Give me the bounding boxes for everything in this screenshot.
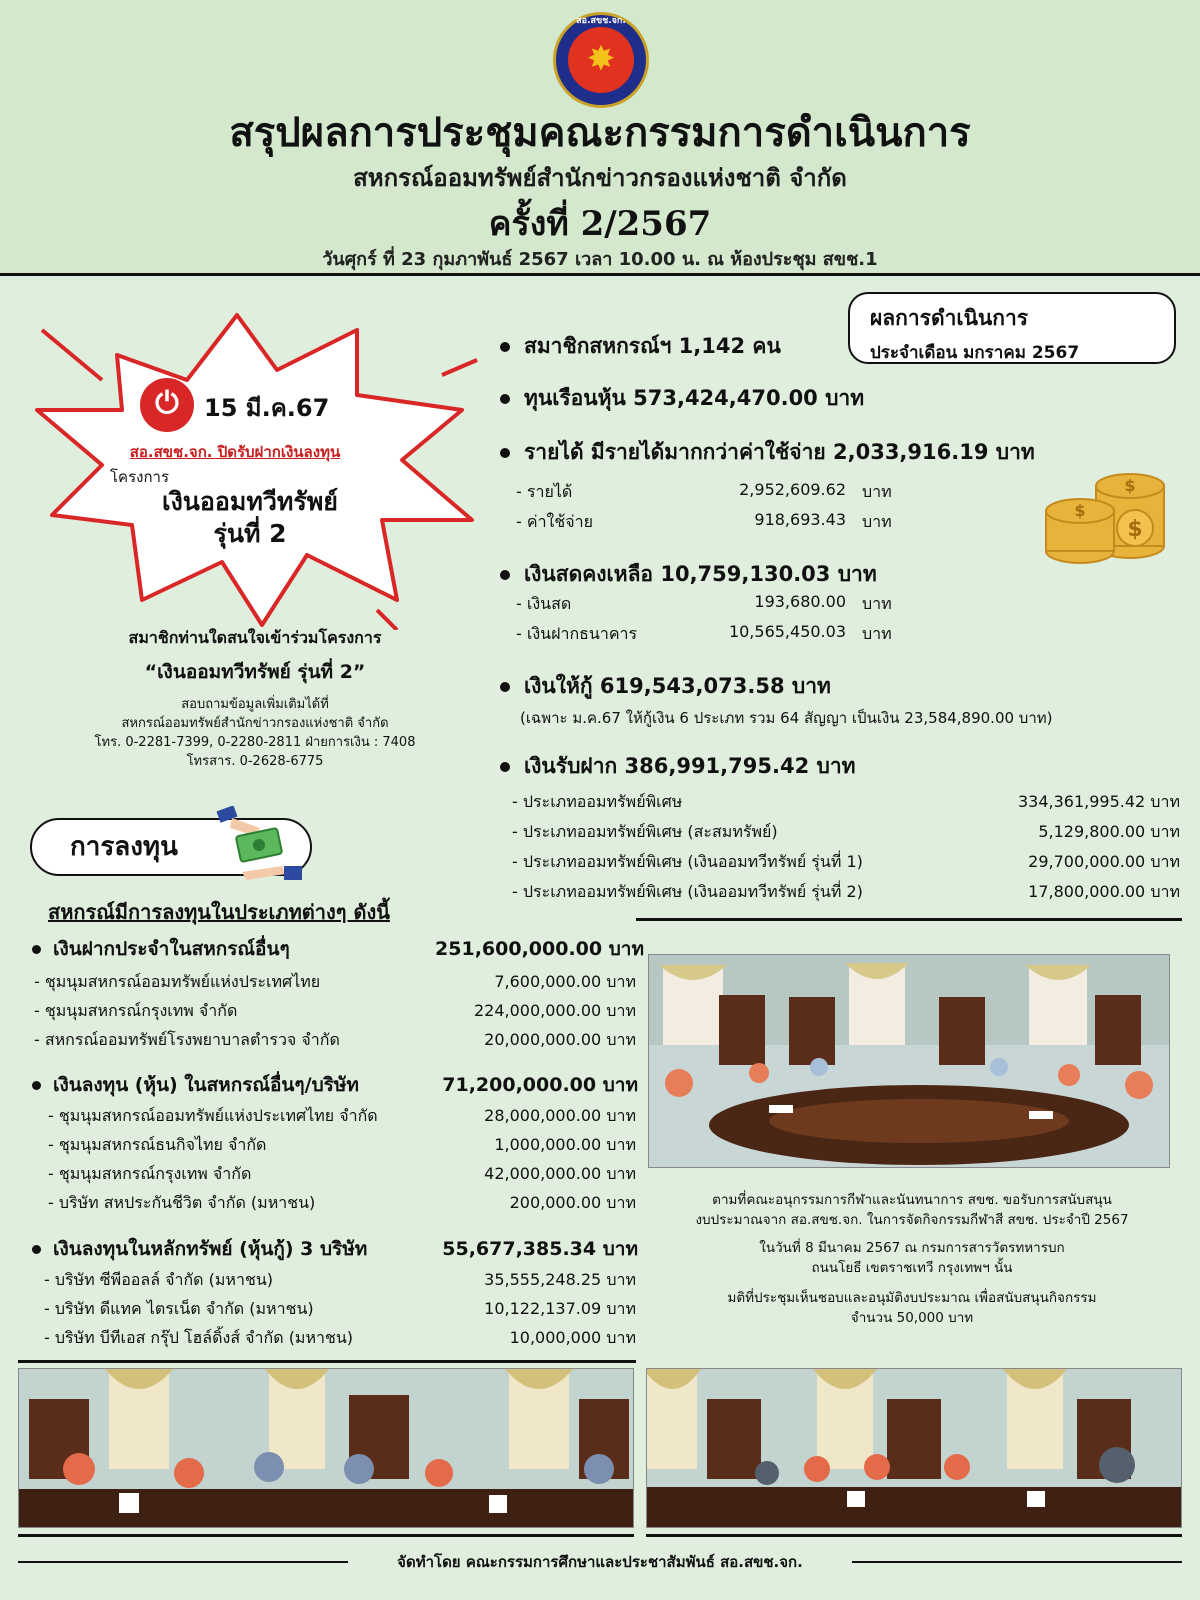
investment-item: - บริษัท ซีพีออลล์ จำกัด (มหาชน) 35,555,248.25 บาท [44, 1270, 636, 1289]
investment-heading: สหกรณ์มีการลงทุนในประเภทต่างๆ ดังนี้ [48, 900, 390, 924]
section-divider [18, 1534, 634, 1537]
project-name-line2: รุ่นที่ 2 [213, 519, 287, 548]
deposit-row: - ประเภทออมทรัพย์พิเศษ 334,361,995.42 บาท [512, 792, 1180, 811]
sports-text-2: งบประมาณจาก สอ.สขช.จก. ในการจัดกิจกรรมกีฬาสี สขช. ประจำปี 2567 [695, 1212, 1129, 1228]
section-divider [636, 918, 1182, 921]
coins-icon [1040, 456, 1170, 566]
deposit-row: - ประเภทออมทรัพย์พิเศษ (เงินออมทวีทรัพย์ รุ่นที่ 2) 17,800,000.00 บาท [512, 882, 1180, 901]
svg-text:$: $ [1124, 476, 1136, 495]
results-box [848, 292, 1176, 364]
sports-text-1: ตามที่คณะอนุกรรมการกีฬาและนันทนาการ สขช. ขอรับการสนับสนุน [712, 1192, 1112, 1208]
svg-text:$: $ [1074, 501, 1086, 520]
burst-shape [22, 300, 482, 630]
loans-stat: เงินให้กู้ 619,543,073.58 บาท [500, 670, 831, 703]
members-stat: สมาชิกสหกรณ์ฯ 1,142 คน [500, 330, 781, 363]
contact-line-1: สอบถามข้อมูลเพิ่มเติมได้ที่ [181, 697, 329, 712]
investment-item: - ชุมนุมสหกรณ์กรุงเทพ จำกัด 42,000,000.00 บาท [48, 1164, 636, 1183]
contact-line-4: โทรสาร. 0-2628-6775 [186, 754, 324, 769]
income-row: - รายได้ 2,952,609.62 บาท [516, 480, 892, 501]
deposit-row: - ประเภทออมทรัพย์พิเศษ (สะสมทรัพย์) 5,129,800.00 บาท [512, 822, 1180, 841]
project-name [100, 486, 400, 550]
investment-label: การลงทุน [30, 818, 312, 876]
svg-text:$: $ [1127, 517, 1143, 542]
investment-item: - บริษัท บีทีเอส กรุ๊ป โฮล์ดิ้งส์ จำกัด (มหาชน) 10,000,000 บาท [44, 1328, 636, 1347]
closing-date: 15 มี.ค.67 [204, 394, 330, 422]
section-divider [646, 1534, 1182, 1537]
investment-item: - ชุมนุมสหกรณ์กรุงเทพ จำกัด 224,000,000.00 บาท [34, 1001, 636, 1020]
page-subtitle: สหกรณ์ออมทรัพย์สำนักข่าวกรองแห่งชาติ จำกัด [353, 163, 847, 192]
join-invitation [40, 626, 470, 771]
expense-row: - ค่าใช้จ่าย 918,693.43 บาท [516, 510, 892, 531]
loans-note: (เฉพาะ ม.ค.67 ให้กู้เงิน 6 ประเภท รวม 64 สัญญา เป็นเงิน 23,584,890.00 บาท) [520, 709, 1053, 727]
logo-text: สอ.สขช.จก. [576, 16, 626, 26]
cash-row: - เงินสด 193,680.00 บาท [516, 592, 892, 613]
project-label: โครงการ [110, 468, 170, 486]
section-divider [18, 1360, 636, 1363]
header [0, 0, 1200, 276]
cash-stat: เงินสดคงเหลือ 10,759,130.03 บาท [500, 558, 877, 591]
closing-notice: สอ.สขช.จก. ปิดรับฝากเงินลงทุน [129, 443, 341, 461]
sun-emblem-icon: ✸ [586, 39, 616, 79]
deposit-row: - ประเภทออมทรัพย์พิเศษ (เงินออมทวีทรัพย์ รุ่นที่ 1) 29,700,000.00 บาท [512, 852, 1180, 871]
contact-line-3: โทร. 0-2281-7399, 0-2280-2811 ฝ่ายการเงิน : 7408 [94, 735, 416, 750]
page-title: สรุปผลการประชุมคณะกรรมการดำเนินการ [229, 109, 971, 156]
session-number: ครั้งที่ 2/2567 [488, 204, 712, 244]
investment-item: - สหกรณ์ออมทรัพย์โรงพยาบาลตำรวจ จำกัด 20,000,000.00 บาท [34, 1030, 636, 1049]
meeting-photo [646, 1368, 1182, 1528]
sports-text-5: มติที่ประชุมเห็นชอบและอนุมัติงบประมาณ เพื่อสนับสนุนกิจกรรม [727, 1290, 1097, 1306]
contact-line-2: สหกรณ์ออมทรัพย์สำนักข่าวกรองแห่งชาติ จำกัด [121, 716, 389, 731]
money-hands-icon [212, 806, 306, 886]
footer-rule-right [852, 1561, 1182, 1563]
invite-text: สมาชิกท่านใดสนใจเข้าร่วมโครงการ [128, 628, 382, 647]
investment-item: - บริษัท ดีแทค ไตรเน็ต จำกัด (มหาชน) 10,122,137.09 บาท [44, 1299, 636, 1318]
invite-project: “เงินออมทวีทรัพย์ รุ่นที่ 2” [144, 661, 366, 683]
investment-item: - ชุมนุมสหกรณ์ออมทรัพย์แห่งประเทศไทย จำกัด 28,000,000.00 บาท [48, 1106, 636, 1125]
investment-item: - ชุมนุมสหกรณ์ออมทรัพย์แห่งประเทศไทย 7,600,000.00 บาท [34, 972, 636, 991]
meeting-datetime: วันศุกร์ ที่ 23 กุมภาพันธ์ 2567 เวลา 10.00 น. ณ ห้องประชุม สขช.1 [322, 249, 878, 270]
investment-item: - บริษัท สหประกันชีวิต จำกัด (มหาชน) 200,000.00 บาท [48, 1193, 636, 1212]
sports-text-3: ในวันที่ 8 มีนาคม 2567 ณ กรมการสารวัตรทหารบก [759, 1240, 1065, 1256]
cooperative-logo [553, 12, 649, 108]
investment-group-3: เงินลงทุนในหลักทรัพย์ (หุ้นกู้) 3 บริษัท 55,677,385.34 บาท [32, 1234, 638, 1264]
investment-item: - ชุมนุมสหกรณ์ธนกิจไทย จำกัด 1,000,000.00 บาท [48, 1135, 636, 1154]
results-period: ประจำเดือน มกราคม 2567 [870, 343, 1080, 363]
bank-row: - เงินฝากธนาคาร 10,565,450.03 บาท [516, 622, 892, 643]
investment-group-2: เงินลงทุน (หุ้น) ในสหกรณ์อื่นๆ/บริษัท 71,200,000.00 บาท [32, 1070, 638, 1100]
sports-text-4: ถนนโยธี เขตราชเทวี กรุงเทพฯ นั้น [811, 1260, 1013, 1276]
meeting-photo [18, 1368, 634, 1528]
footer-credit: จัดทำโดย คณะกรรมการศึกษาและประชาสัมพันธ์ สอ.สขช.จก. [397, 1553, 803, 1571]
contact-info [40, 695, 470, 771]
project-name-line1: เงินออมทวีทรัพย์ [162, 487, 338, 516]
power-icon: ⏻ [140, 378, 194, 432]
results-title: ผลการดำเนินการ [870, 306, 1029, 330]
announcement-burst [22, 300, 482, 630]
shares-stat: ทุนเรือนหุ้น 573,424,470.00 บาท [500, 382, 864, 415]
income-stat: รายได้ มีรายได้มากกว่าค่าใช้จ่าย 2,033,916.19 บาท [500, 436, 1035, 469]
meeting-photo [648, 954, 1170, 1168]
investment-group-1: เงินฝากประจำในสหกรณ์อื่นๆ 251,600,000.00 บาท [32, 934, 644, 964]
sports-text-6: จำนวน 50,000 บาท [850, 1310, 974, 1326]
deposits-stat: เงินรับฝาก 386,991,795.42 บาท [500, 750, 855, 783]
